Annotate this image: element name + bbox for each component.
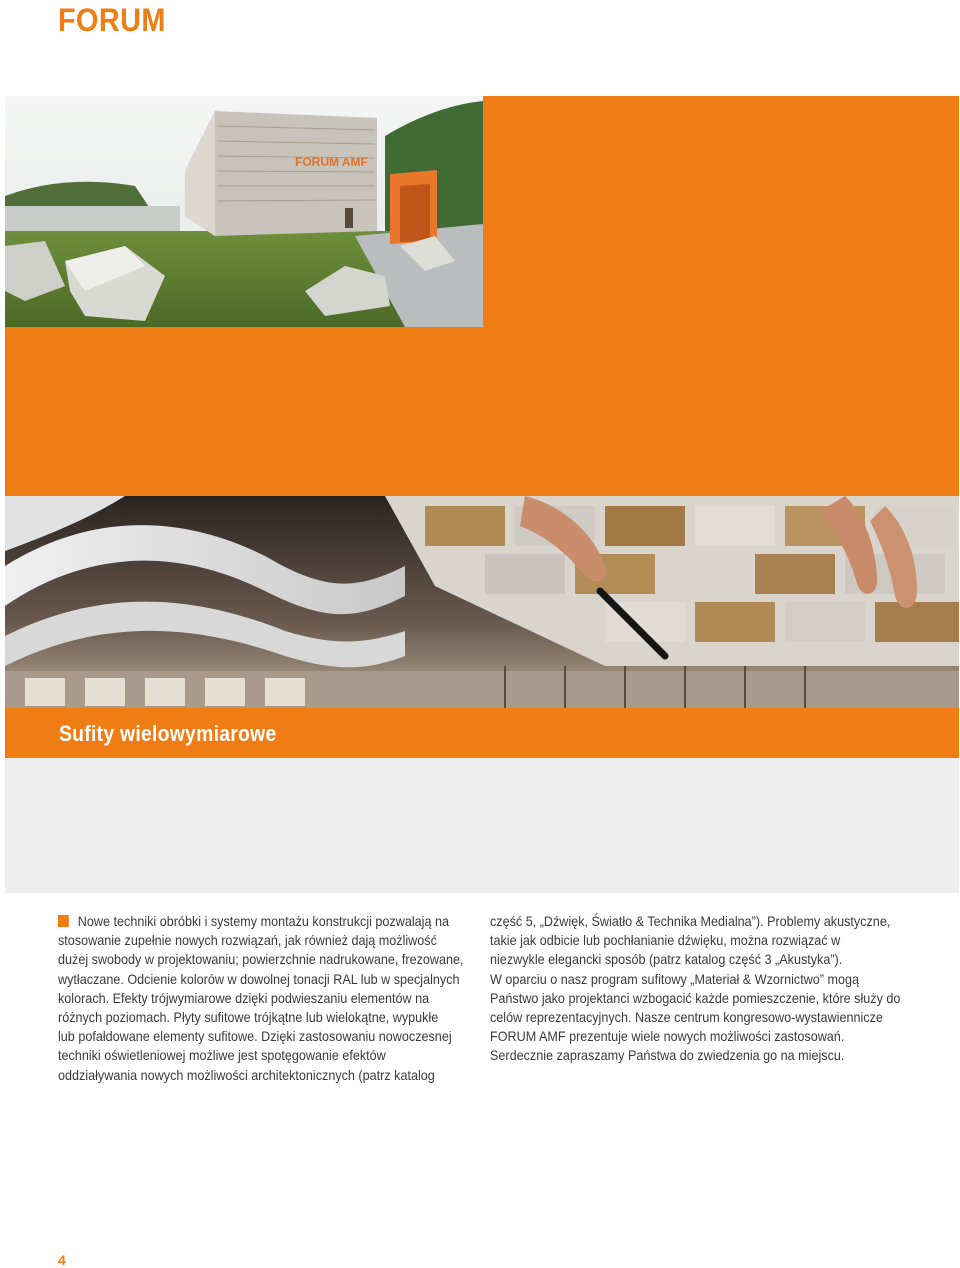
body-line-text: Nowe techniki obróbki i systemy montażu konstrukcji pozwalają na	[77, 913, 449, 929]
body-line: FORUM AMF prezentuje wiele nowych możliwości zastosowań.	[490, 1028, 845, 1045]
building-photo	[5, 96, 483, 327]
body-line: różnych poziomach. Płyty sufitowe trójkątne lub wielokątne, wypukłe	[58, 1009, 439, 1026]
body-line: Serdecznie zapraszamy Państwa do zwiedzenia go na miejscu.	[490, 1047, 845, 1064]
gray-panel	[5, 758, 959, 893]
ceiling-photo	[5, 496, 959, 708]
body-line: takie jak odbicie lub pochłanianie dźwięku, można rozwiązać w	[490, 932, 841, 949]
building-sign-text: FORUM AMF	[295, 155, 368, 169]
body-column-left	[58, 912, 478, 1085]
body-line: lub pofałdowane elementy sufitowe. Dzięki zastosowaniu nowoczesnej	[58, 1028, 452, 1045]
ceiling-photo-graphic	[5, 496, 959, 708]
body-line: stosowanie zupełnie nowych rozwiązań, jak również dają możliwość	[58, 932, 437, 949]
body-line: W oparciu o nasz program sufitowy „Materiał & Wzornictwo” mogą	[490, 970, 860, 987]
page-number: 4	[58, 1252, 66, 1268]
body-line: niezwykle elegancki sposób (patrz katalog część 3 „Akustyka”).	[490, 951, 843, 968]
body-line: wytłaczane. Odcienie kolorów w dowolnej tonacji RAL lub w specjalnych	[58, 970, 460, 987]
body-column-right	[490, 912, 910, 1066]
body-line: część 5, „Dźwięk, Światło & Technika Medialna”). Problemy akustyczne,	[490, 913, 891, 929]
subtitle-banner	[5, 708, 959, 758]
body-line: dużej swobody w projektowaniu; powierzchnie nadrukowane, frezowane,	[58, 951, 464, 968]
orange-photo-panel	[5, 96, 959, 496]
body-line: kolorach. Efekty trójwymiarowe dzięki podwieszaniu elementów na	[58, 989, 430, 1006]
body-line: Państwo jako projektanci wzbogacić każde pomieszczenie, które służy do	[490, 989, 901, 1006]
body-line: techniki oświetleniowej możliwe jest spotęgowanie efektów	[58, 1047, 386, 1064]
body-line	[58, 912, 449, 931]
section-subtitle: Sufity wielowymiarowe	[59, 721, 277, 746]
body-line: celów reprezentacyjnych. Nasze centrum kongresowo-wystawiennicze	[490, 1009, 883, 1026]
page-title: FORUM	[58, 2, 166, 38]
bullet-square-icon	[58, 915, 69, 927]
body-line: oddziaływania nowych możliwości architektonicznych (patrz katalog	[58, 1066, 435, 1083]
